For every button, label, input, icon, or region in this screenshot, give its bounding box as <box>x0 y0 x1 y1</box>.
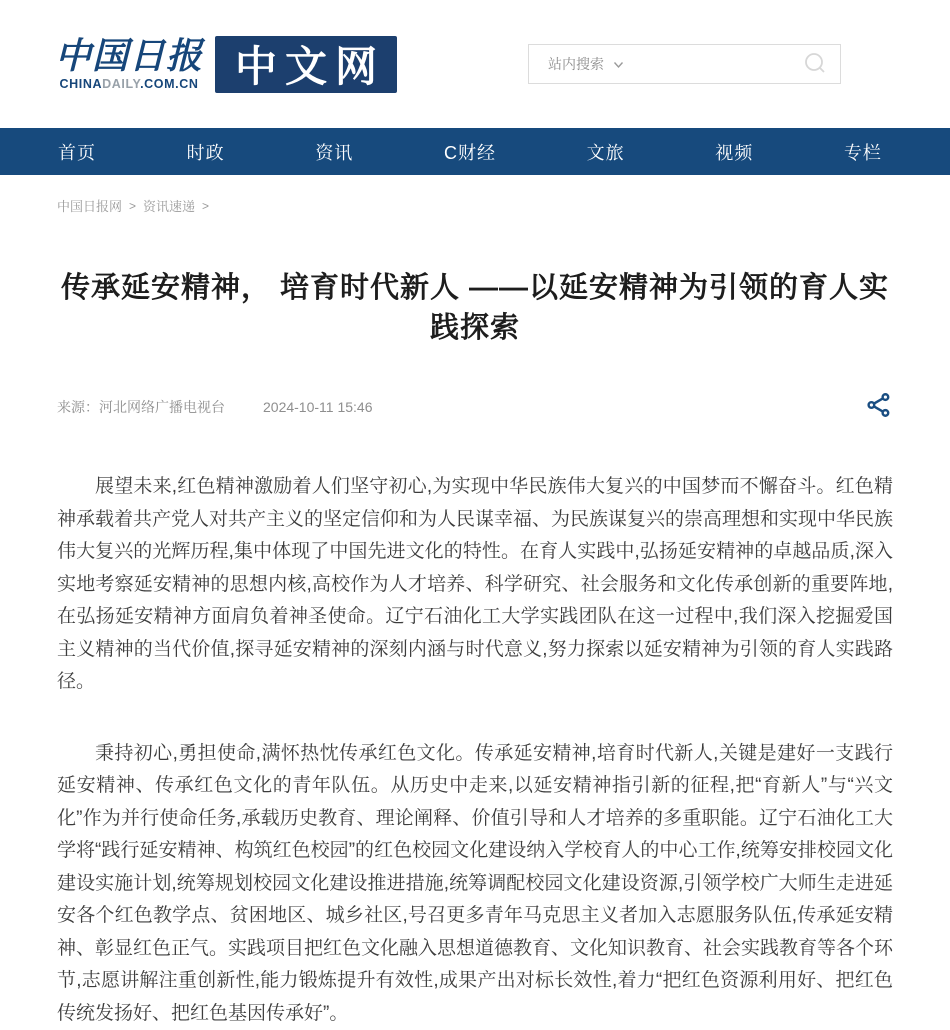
logo-badge-zhongwenwang: 中文网 <box>215 36 397 93</box>
search-button[interactable] <box>803 51 827 78</box>
source-name: 河北网络广播电视台 <box>99 399 225 415</box>
site-search-box[interactable] <box>528 44 841 84</box>
chevron-down-icon <box>613 56 624 72</box>
nav-item-finance[interactable]: C财经 <box>444 139 496 165</box>
search-icon <box>803 51 827 78</box>
article-paragraph-1: 展望未来,红色精神激励着人们坚守初心,为实现中华民族伟大复兴的中国梦而不懈奋斗。红色精神承载着共产党人对共产主义的坚定信仰和为人民谋幸福、为民族谋复兴的崇高理想和实现中华民族伟大复兴的光辉历程,集中体现了中国先进文化的特性。在育人实践中,弘扬延安精神的卓越品质,深入实地考察延安精神的思想内核,高校作为人才培养、科学研究、社会服务和文化传承创新的重要阵地,在弘扬延安精神方面肩负着神圣使命。辽宁石油化工大学实践团队在这一过程中,我们深入挖掘爱国主义精神的当代价值,探寻延安精神的深刻内涵与时代意义,努力探索以延安精神为引领的育人实践路径。 <box>57 471 893 699</box>
article-page <box>0 196 950 1030</box>
logo-en-daily: DAILY <box>102 77 140 91</box>
breadcrumb-separator: > <box>129 199 136 213</box>
search-scope-dropdown[interactable] <box>548 54 624 74</box>
article-title: 传承延安精神， 培育时代新人 ——以延安精神为引领的育人实践探索 <box>57 268 893 348</box>
article-meta <box>57 391 893 422</box>
search-scope-label: 站内搜索 <box>548 54 604 74</box>
article-publish-time: 2024-10-11 15:46 <box>263 399 373 415</box>
nav-item-news[interactable]: 资讯 <box>315 139 353 165</box>
share-button[interactable] <box>865 391 893 422</box>
logo-en-china: CHINA <box>60 77 103 91</box>
nav-item-politics[interactable]: 时政 <box>187 139 225 165</box>
breadcrumb-section[interactable]: 资讯速递 <box>143 196 195 215</box>
logo-cn-text: 中国日报 <box>55 38 203 74</box>
breadcrumb <box>57 196 893 215</box>
logo-en-text <box>60 77 199 91</box>
site-header <box>0 0 950 128</box>
logo-en-domain: .COM.CN <box>140 77 198 91</box>
logo-chinadaily <box>55 36 203 93</box>
nav-item-columns[interactable]: 专栏 <box>844 139 882 165</box>
nav-item-culture-travel[interactable]: 文旅 <box>587 139 625 165</box>
nav-item-home[interactable]: 首页 <box>58 139 96 165</box>
breadcrumb-separator-trailing: > <box>202 199 209 213</box>
nav-item-video[interactable]: 视频 <box>715 139 753 165</box>
source-label: 来源： <box>57 399 99 415</box>
share-icon <box>865 391 893 422</box>
article-source <box>57 397 225 417</box>
article-body <box>57 471 893 1030</box>
article-paragraph-2: 秉持初心,勇担使命,满怀热忱传承红色文化。传承延安精神,培育时代新人,关键是建好一支践行延安精神、传承红色文化的青年队伍。从历史中走来,以延安精神指引新的征程,把“育新人”与“兴文化”作为并行使命任务,承载历史教育、理论阐释、价值引导和人才培养的多重职能。辽宁石油化工大学将“践行延安精神、构筑红色校园”的红色校园文化建设纳入学校育人的中心工作,统筹安排校园文化建设实施计划,统筹规划校园文化建设推进措施,统筹调配校园文化建设资源,引领学校广大师生走进延安各个红色教学点、贫困地区、城乡社区,号召更多青年马克思主义者加入志愿服务队伍,传承延安精神、彰显红色正气。实践项目把红色文化融入思想道德教育、文化知识教育、社会实践教育等各个环节,志愿讲解注重创新性,能力锻炼提升有效性,成果产出对标长效性,着力“把红色资源利用好、把红色传统发扬好、把红色基因传承好”。 <box>57 738 893 1030</box>
breadcrumb-home[interactable]: 中国日报网 <box>57 196 122 215</box>
main-nav <box>0 128 950 175</box>
site-logo[interactable] <box>55 36 397 93</box>
